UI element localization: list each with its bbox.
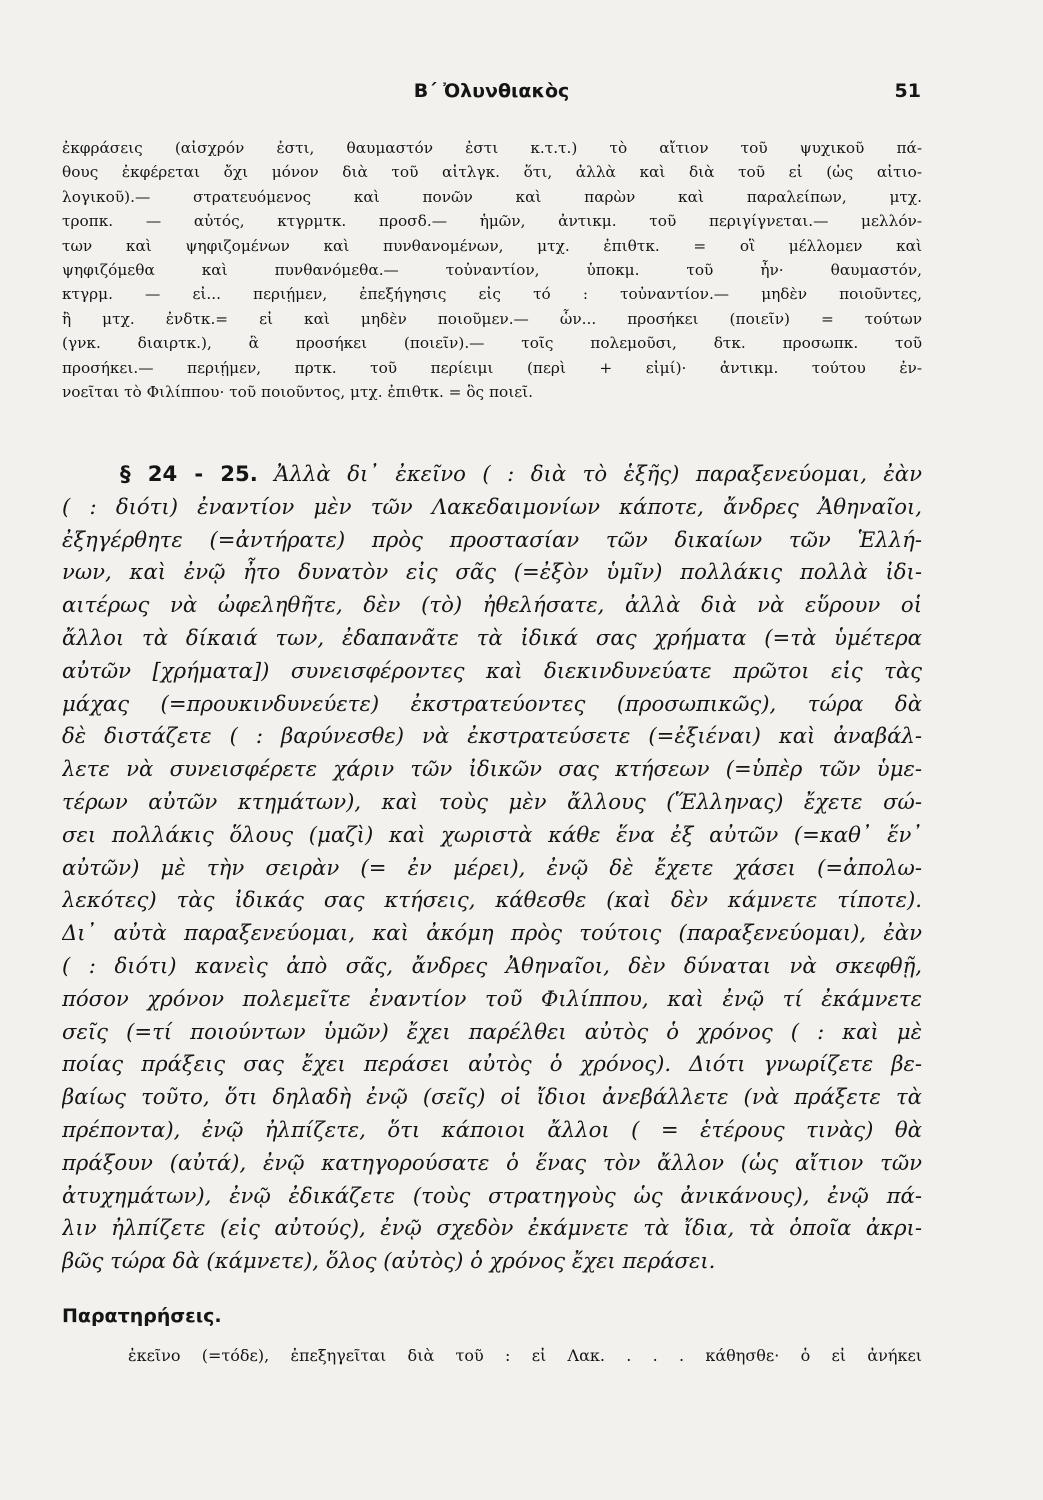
page-number: 51 bbox=[894, 80, 921, 102]
main-line bbox=[62, 458, 922, 491]
main-line: ( : διότι) ἐναντίον μὲν τῶν Λακεδαιμονίων κάποτε, ἄνδρες Ἀθηναῖοι, bbox=[62, 493, 922, 519]
main-line: λεκότες) τὰς ἰδικάς σας κτήσεις, κάθεσθε (καὶ δὲν κάμνετε τίποτε). bbox=[62, 887, 922, 913]
observations-heading: Παρατηρήσεις. bbox=[62, 1305, 222, 1327]
main-line: σεῖς (=τί ποιούντων ὑμῶν) ἔχει παρέλθει αὐτὸς ὁ χρόνος ( : καὶ μὲ bbox=[62, 1018, 922, 1044]
main-line: μάχας (=προυκινδυνεύετε) ἐκστρατεύοντες (προσωπικῶς), τώρα δὰ bbox=[62, 690, 922, 716]
main-line: ἀτυχημάτων), ἐνῷ ἐδικάζετε (τοὺς στρατηγοὺς ὡς ἀνικάνους), ἐνῷ πά- bbox=[62, 1182, 922, 1208]
notes-line: ἐκφράσεις (αἰσχρόν ἐστι, θαυμαστόν ἐστι κ.τ.τ.) τὸ αἴτιον τοῦ ψυχικοῦ πά- bbox=[62, 139, 922, 157]
main-line: ποίας πράξεις σας ἔχει περάσει αὐτὸς ὁ χρόνος). Διότι γνωρίζετε βε- bbox=[62, 1051, 922, 1077]
main-line: αὐτῶν) μὲ τὴν σειρὰν (= ἐν μέρει), ἐνῷ δὲ ἔχετε χάσει (=ἀπολω- bbox=[62, 854, 922, 880]
main-line: ἐξηγέρθητε (=ἀντήρατε) πρὸς προστασίαν τῶν δικαίων τῶν Ἑλλή- bbox=[62, 526, 922, 552]
notes-line: τροπκ. — αὐτός, κτγρμτκ. προσδ.— ἡμῶν, ἀντικμ. τοῦ περιγίγνεται.— μελλόν- bbox=[62, 212, 922, 231]
observations-line: ἐκεῖνο (=τόδε), ἐπεξηγεῖται διὰ τοῦ : εἰ Λακ. . . . κάθησθε· ὁ εἰ ἀνήκει bbox=[128, 1346, 922, 1365]
notes-line: ψηφιζόμεθα καὶ πυνθανόμεθα.— τοὐναντίον, ὑποκμ. τοῦ ἦν· θαυμαστόν, bbox=[62, 260, 922, 279]
main-line-text: Ἀλλὰ δι᾽ ἐκεῖνο ( : διὰ τὸ ἑξῆς) παραξενεύομαι, ἐὰν bbox=[274, 461, 922, 486]
main-line: ἄλλοι τὰ δίκαιά των, ἐδαπανᾶτε τὰ ἰδικά σας χρήματα (=τὰ ὑμέτερα bbox=[62, 624, 922, 650]
notes-line: θους ἐκφέρεται ὄχι μόνον διὰ τοῦ αἰτλγκ. ὅτι, ἀλλὰ καὶ διὰ τοῦ εἰ (ὡς αἰτιο- bbox=[62, 163, 922, 182]
main-line: αιτέρως νὰ ὠφεληθῆτε, δὲν (τὸ) ἠθελήσατε, ἀλλὰ διὰ νὰ εὕρουν οἱ bbox=[62, 592, 922, 618]
main-line: αὐτῶν [χρήματα]) συνεισφέροντες καὶ διεκινδυνεύατε πρῶτοι εἰς τὰς bbox=[62, 657, 922, 683]
page-header bbox=[62, 80, 921, 110]
grammar-notes bbox=[62, 136, 922, 404]
main-line: τέρων αὐτῶν κτημάτων), καὶ τοὺς μὲν ἄλλους (Ἕλληνας) ἔχετε σώ- bbox=[62, 788, 922, 814]
notes-line: (γνκ. διαιρτκ.), ἃ προσήκει (ποιεῖν).— τοῖς πολεμοῦσι, δτκ. προσωπκ. τοῦ bbox=[62, 334, 922, 353]
notes-line: λογικοῦ).— στρατευόμενος καὶ πονῶν καὶ παρὼν καὶ παραλείπων, μτχ. bbox=[62, 187, 922, 206]
main-line: βαίως τοῦτο, ὅτι δηλαδὴ ἐνῷ (σεῖς) οἱ ἴδιοι ἀνεβάλλετε (νὰ πράξετε τὰ bbox=[62, 1084, 922, 1110]
translation-text bbox=[62, 458, 922, 1278]
main-line: πόσον χρόνον πολεμεῖτε ἐναντίον τοῦ Φιλίππου, καὶ ἐνῷ τί ἐκάμνετε bbox=[62, 985, 922, 1011]
notes-line: νοεῖται τὸ Φιλίππου· τοῦ ποιοῦντος, μτχ. ἐπιθτκ. = ὃς ποιεῖ. bbox=[62, 382, 534, 401]
main-line: πρέποντα), ἐνῷ ἠλπίζετε, ὅτι κάποιοι ἄλλοι ( = ἑτέρους τινὰς) θὰ bbox=[62, 1116, 922, 1142]
main-line: λιν ἠλπίζετε (εἰς αὐτούς), ἐνῷ σχεδὸν ἐκάμνετε τὰ ἴδια, τὰ ὁποῖα ἀκρι- bbox=[62, 1215, 922, 1241]
section-number: § 24 - 25. bbox=[120, 461, 258, 486]
running-title: Β΄ Ὀλυνθιακὸς bbox=[413, 80, 570, 102]
notes-line: ἢ μτχ. ἐνδτκ.= εἰ καὶ μηδὲν ποιοῦμεν.— ὧν... προσήκει (ποιεῖν) = τούτων bbox=[62, 309, 922, 328]
main-line: λετε νὰ συνεισφέρετε χάριν τῶν ἰδικῶν σας κτήσεων (=ὑπὲρ τῶν ὑμε- bbox=[62, 756, 922, 782]
main-line: ( : διότι) κανεὶς ἀπὸ σᾶς, ἄνδρες Ἀθηναῖοι, δὲν δύναται νὰ σκεφθῇ, bbox=[62, 952, 922, 978]
main-line: νων, καὶ ἐνῷ ἦτο δυνατὸν εἰς σᾶς (=ἐξὸν ὑμῖν) πολλάκις πολλὰ ἰδι- bbox=[62, 559, 922, 585]
main-line: δὲ διστάζετε ( : βαρύνεσθε) νὰ ἐκστρατεύσετε (=ἐξιέναι) καὶ ἀναβάλ- bbox=[62, 723, 922, 749]
notes-line: των καὶ ψηφιζομένων καὶ πυνθανομένων, μτχ. ἐπιθτκ. = οἳ μέλλομεν καὶ bbox=[62, 236, 922, 255]
notes-line: προσήκει.— περιῄμεν, πρτκ. τοῦ περίειμι (περὶ + εἰμί)· ἀντικμ. τούτου ἐν- bbox=[62, 358, 922, 377]
notes-line: κτγρμ. — εἰ... περιῄμεν, ἐπεξήγησις εἰς τό : τοὐναντίον.— μηδὲν ποιοῦντες, bbox=[62, 285, 922, 304]
main-line: σει πολλάκις ὅλους (μαζὶ) καὶ χωριστὰ κάθε ἕνα ἐξ αὐτῶν (=καθ᾽ ἕν᾽ bbox=[62, 821, 922, 847]
main-line: πράξουν (αὐτά), ἐνῷ κατηγορούσατε ὁ ἕνας τὸν ἄλλον (ὡς αἴτιον τῶν bbox=[62, 1149, 922, 1175]
main-line: Δι᾽ αὐτὰ παραξενεύομαι, καὶ ἀκόμη πρὸς τούτοις (παραξενεύομαι), ἐὰν bbox=[62, 920, 922, 946]
main-line: βῶς τώρα δὰ (κάμνετε), ὅλος (αὐτὸς) ὁ χρόνος ἔχει περάσει. bbox=[62, 1248, 716, 1274]
